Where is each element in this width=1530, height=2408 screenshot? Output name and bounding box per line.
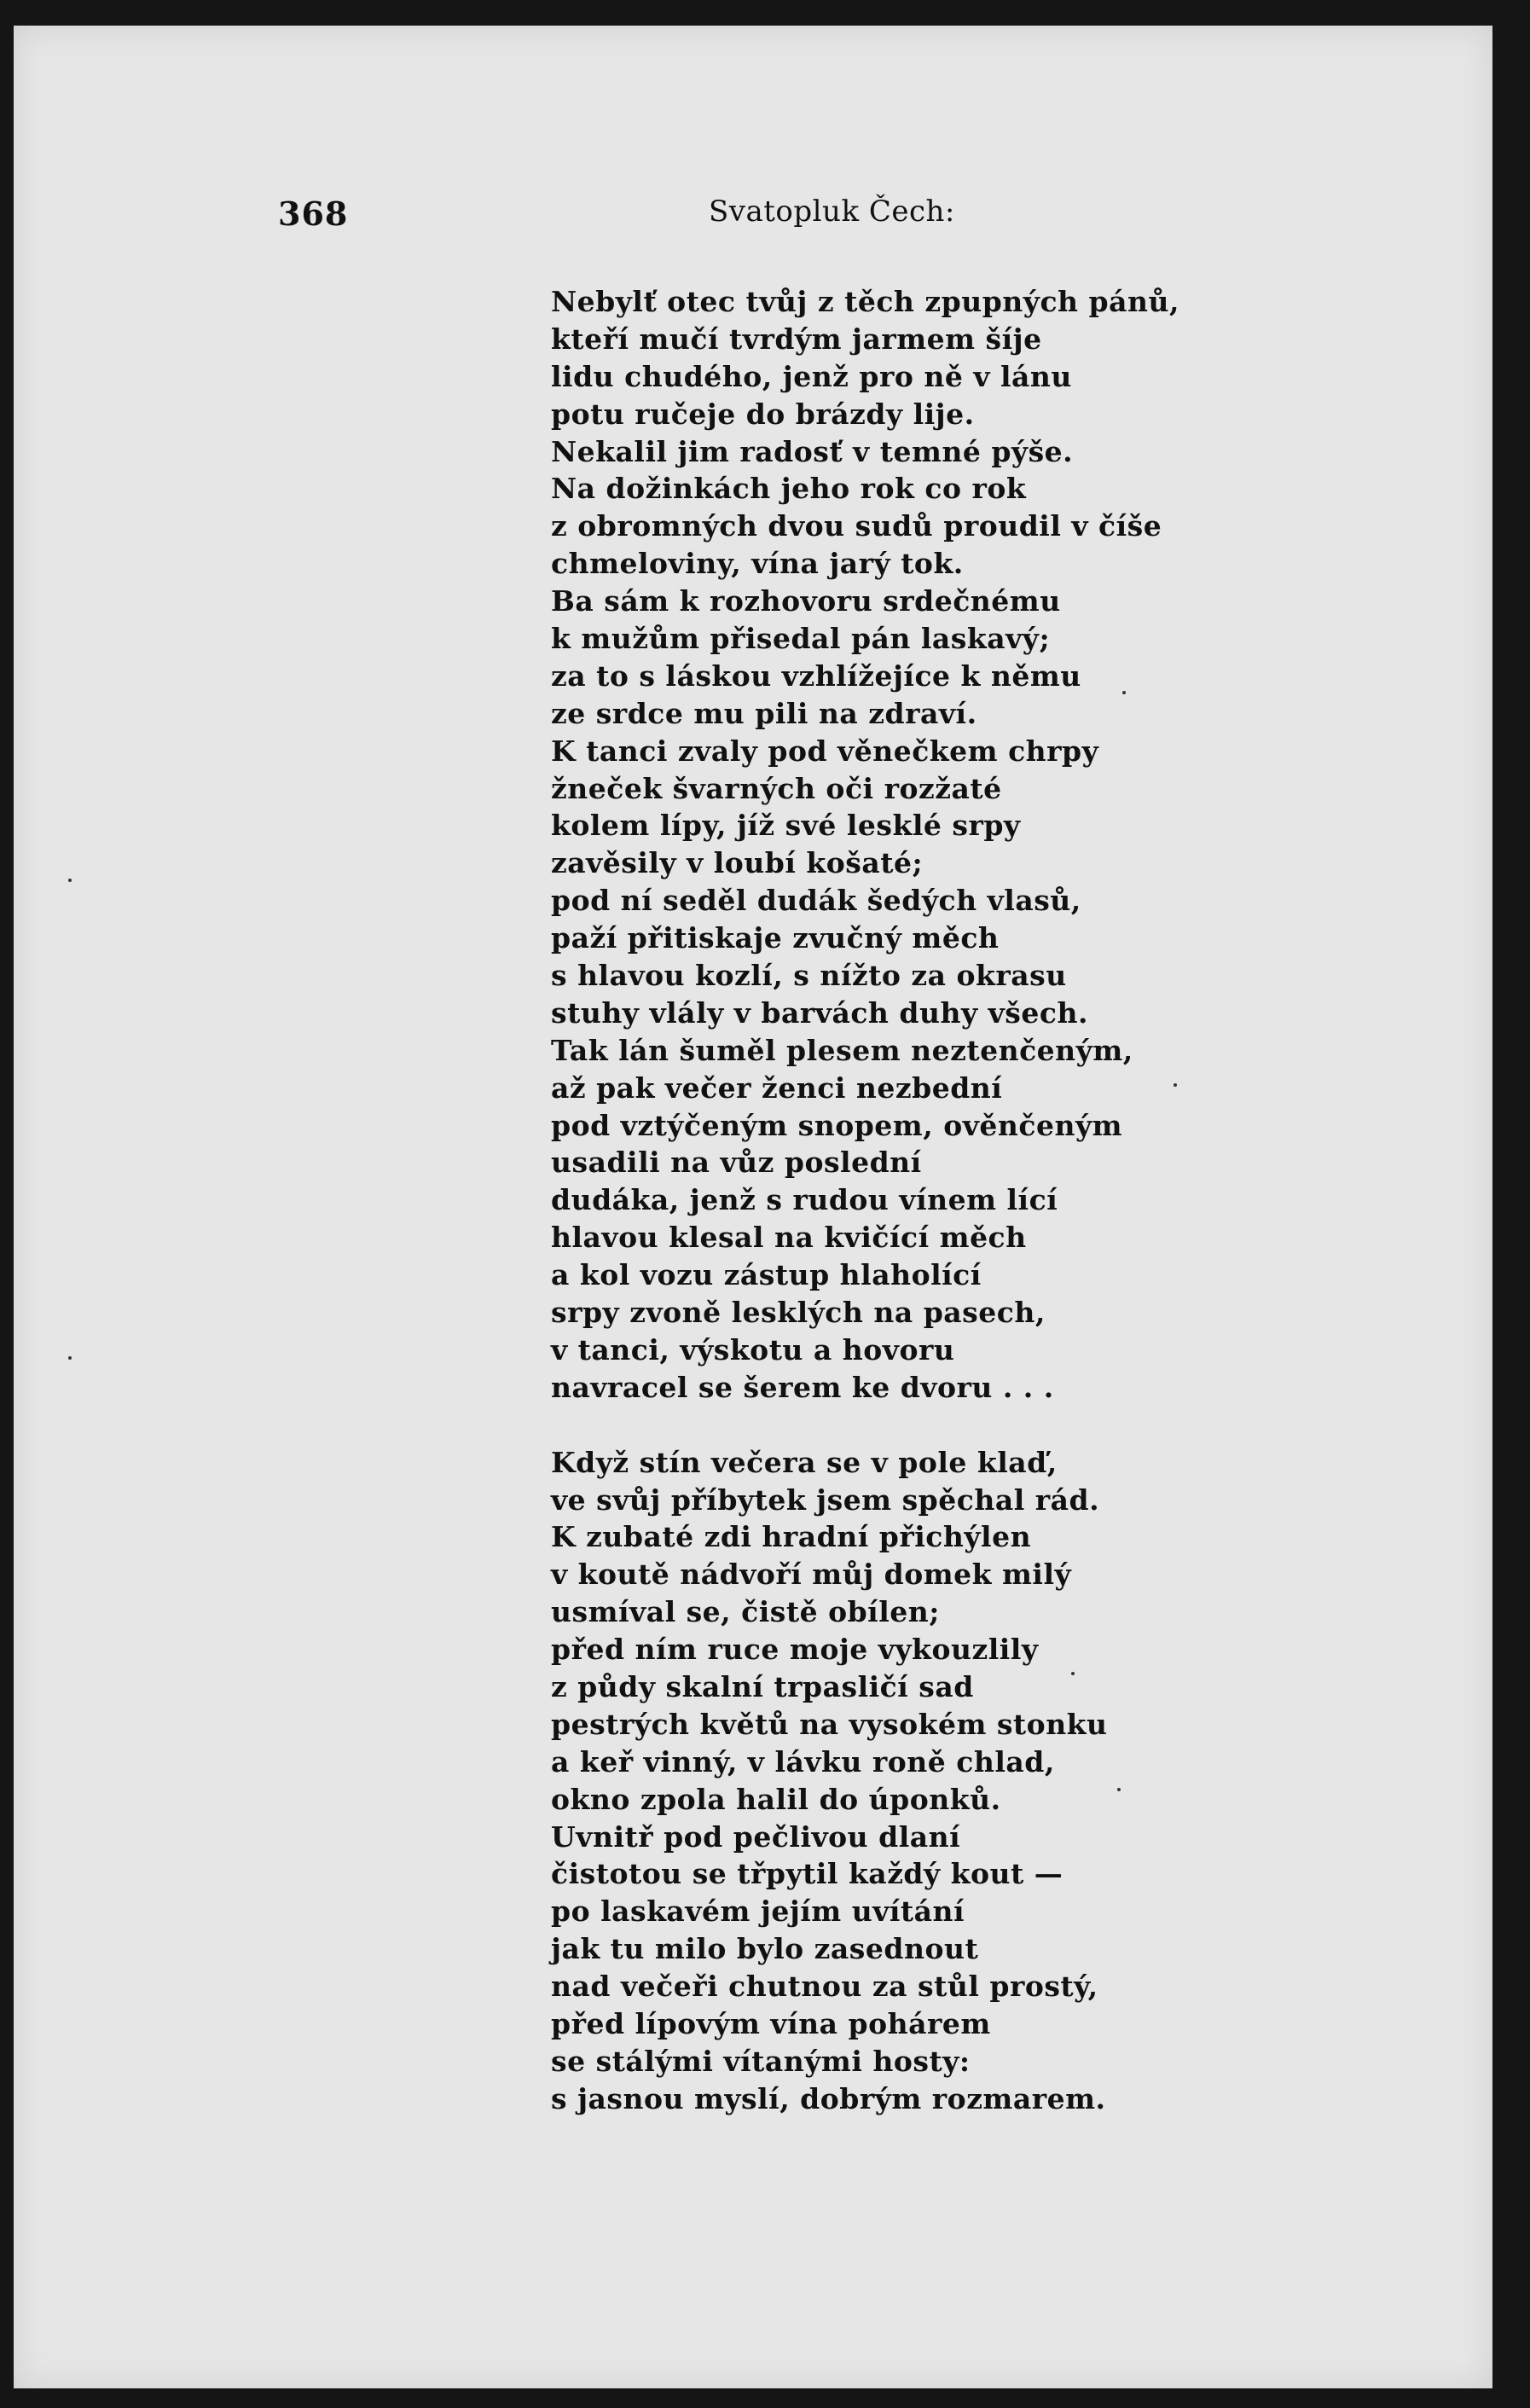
poem-line: v koutě nádvoří můj domek milý (551, 1558, 1072, 1592)
poem-line: pod vztýčeným snopem, ověnčeným (551, 1108, 1123, 1142)
poem-line: před ním ruce moje vykouzlily (551, 1633, 1039, 1667)
poem-line: a keř vinný, v lávku roně chlad, (551, 1744, 1055, 1778)
poem-line: okno zpola halil do úponků. (551, 1782, 1001, 1816)
poem-line: a kol vozu zástup hlaholící (551, 1258, 982, 1292)
poem-line: po laskavém jejím uvítání (551, 1894, 965, 1929)
poem-line: usmíval se, čistě obílen; (551, 1595, 940, 1629)
poem-line: zavěsily v loubí košaté; (551, 846, 924, 880)
poem-line: Když stín večera se v pole klaď, (551, 1445, 1058, 1479)
print-speck (1122, 691, 1126, 694)
poem-line: dudáka, jenž s rudou vínem lící (551, 1183, 1058, 1217)
poem-line: paží přitiskaje zvučný měch (551, 921, 1000, 955)
poem-line: kolem lípy, jíž své lesklé srpy (551, 809, 1021, 843)
print-speck (68, 1356, 72, 1360)
poem-line: s hlavou kozlí, s nížto za okrasu (551, 959, 1067, 993)
poem-line: usadili na vůz poslední (551, 1146, 922, 1180)
book-page (14, 26, 1492, 2388)
print-speck (1071, 1672, 1075, 1675)
poem-line: z půdy skalní trpasličí sad (551, 1669, 974, 1703)
stanza-2 (551, 1444, 1446, 2118)
poem-line: k mužům přisedal pán laskavý; (551, 622, 1051, 656)
stanza-break (551, 1407, 1446, 1444)
poem-line: s jasnou myslí, dobrým rozmarem. (551, 2081, 1106, 2115)
page-header (14, 194, 1492, 246)
poem-line: Na dožinkách jeho rok co rok (551, 472, 1027, 506)
poem-line: lidu chudého, jenž pro ně v lánu (551, 359, 1072, 393)
poem-line: ve svůj příbytek jsem spěchal rád. (551, 1483, 1100, 1517)
stanza-1 (551, 283, 1446, 1407)
poem-line: navracel se šerem ke dvoru . . . (551, 1370, 1054, 1404)
poem-line: jak tu milo bylo zasednout (551, 1932, 979, 1966)
poem-line: potu ručeje do brázdy lije. (551, 397, 975, 431)
poem-line: pestrých květů na vysokém stonku (551, 1707, 1108, 1741)
poem-line: Uvnitř pod pečlivou dlaní (551, 1819, 961, 1854)
poem-line: kteří mučí tvrdým jarmem šíje (551, 322, 1042, 356)
poem-line: před lípovým vína pohárem (551, 2006, 991, 2040)
poem-line: nad večeři chutnou za stůl prostý, (551, 1970, 1098, 2004)
running-head: Svatopluk Čech: (709, 194, 955, 229)
poem-line: z obromných dvou sudů proudil v číše (551, 509, 1162, 543)
poem-line: se stálými vítanými hosty: (551, 2044, 971, 2078)
poem-line: v tanci, výskotu a hovoru (551, 1332, 955, 1366)
poem-line: Nekalil jim radosť v temné pýše. (551, 434, 1074, 468)
poem-line: srpy zvoně lesklých na pasech, (551, 1296, 1046, 1330)
poem-line: Tak lán šuměl plesem neztenčeným, (551, 1033, 1133, 1067)
poem-line: Ba sám k rozhovoru srdečnému (551, 584, 1061, 618)
poem-line: Nebylť otec tvůj z těch zpupných pánů, (551, 285, 1179, 318)
poem-line: ze srdce mu pili na zdraví. (551, 696, 977, 730)
poem-line: za to s láskou vzhlížejíce k němu (551, 659, 1081, 693)
poem-text (551, 283, 1446, 2118)
print-speck (68, 879, 72, 882)
page-number: 368 (278, 194, 349, 233)
poem-line: K tanci zvaly pod věnečkem chrpy (551, 734, 1099, 768)
poem-line: K zubaté zdi hradní přichýlen (551, 1520, 1032, 1554)
poem-line: žneček švarných oči rozžaté (551, 771, 1002, 805)
poem-line: hlavou klesal na kvičící měch (551, 1221, 1027, 1255)
poem-line: pod ní seděl dudák šedých vlasů, (551, 884, 1081, 918)
print-speck (1117, 1788, 1121, 1791)
print-speck (1174, 1083, 1177, 1087)
poem-line: až pak večer ženci nezbední (551, 1071, 1003, 1105)
poem-line: chmeloviny, vína jarý tok. (551, 547, 964, 581)
poem-line: čistotou se třpytil každý kout — (551, 1857, 1063, 1891)
poem-line: stuhy vlály v barvách duhy všech. (551, 995, 1088, 1030)
